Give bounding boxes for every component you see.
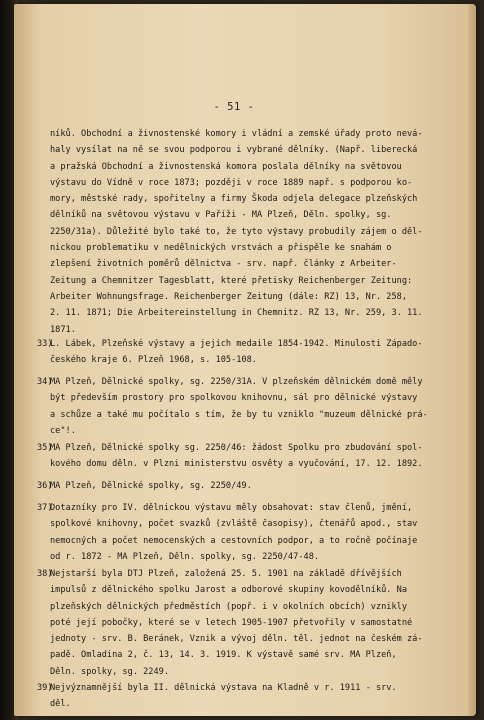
page-number: - 51 - [213, 101, 255, 113]
footnote-37 [37, 500, 467, 565]
body-line: 1871. [50, 324, 76, 335]
footnote-number: 38) [37, 569, 53, 579]
body-line: níků. Obchodní a živnostenské komory i vládní a zemské úřady proto nevá- [50, 129, 423, 139]
body-line: 2. 11. 1871; Die Arbeitereinstellung in Chemnitz. RZ 13, Nr. 259, 3. 11. [50, 308, 423, 319]
body-line: nickou problematiku v nedělnických vrstvách a přispěle ke snahám o [50, 243, 392, 254]
footnote-line: ce"!. [50, 425, 76, 436]
footnote-line: poté její pobočky, které se v letech 1905-1907 přetvořily v samostatné [50, 617, 413, 628]
footnote-number: 36) [37, 481, 53, 491]
footnote-line: L. Lábek, Plzeňské výstavy a jejich medaile 1854-1942. Minulosti Západo- [50, 339, 423, 349]
body-line: Arbeiter Wohnungsfrage. Reichenberger Zeitung (dále: RZ) 13, Nr. 258, [50, 291, 407, 302]
footnote-line: českého kraje 6. Plzeň 1968, s. 105-108. [50, 355, 257, 366]
footnote-number: 37) [37, 503, 53, 513]
book-page [14, 4, 476, 716]
footnote-number: 39) [37, 683, 53, 693]
footnote-line: kového domu děln. v Plzni ministerstvu osvěty a vyučování, 17. 12. 1892. [50, 459, 423, 470]
footnote-line: Nejstarší byla DTJ Plzeň, založená 25. 5. 1901 na základě dřívějších [50, 569, 402, 579]
footnote-number: 35) [37, 443, 53, 453]
footnote-line: MA Plzeň, Dělnické spolky, sg. 2250/49. [50, 481, 252, 491]
page-edge [468, 4, 476, 716]
footnote-line: nemocných a počet nemocenských a cestovních podpor, a to ročně počínaje [50, 535, 418, 546]
footnote-34 [37, 374, 467, 439]
footnote-line: Nejvýznamnější byla II. dělnická výstava na Kladně v r. 1911 - srv. [50, 683, 397, 693]
footnote-line: spolkové knihovny, počet svazků (zvláště časopisy), čtenářů apod., stav [50, 519, 418, 530]
body-paragraph [50, 126, 454, 338]
body-line: a pražská Obchodní a živnostenská komora poslala dělníky na světovou [50, 161, 402, 172]
footnote-line: padě. Omladina 2, č. 13, 14. 3. 1919. K výstavě samé srv. MA Plzeň, [50, 650, 397, 661]
body-line: výstavu do Vídně v roce 1873; později v roce 1889 např. s podporou ko- [50, 177, 413, 188]
footnote-36 [37, 478, 467, 494]
footnote-line: a schůze a také mu počítalo s tím, že by tu vzniklo "muzeum dělnické prá- [50, 409, 428, 420]
footnote-number: 34) [37, 377, 53, 387]
body-line: Zeitung a Chemnitzer Tagesblatt, které přetisky Reichenberger Zeitung: [50, 275, 413, 286]
footnote-line: impulsů z dělnického spolku Jarost a odborové skupiny kovodělníků. Na [50, 585, 407, 596]
footnote-line: Dotazníky pro IV. dělnickou výstavu měly obsahovat: stav členů, jmění, [50, 503, 413, 513]
footnote-35 [37, 440, 467, 473]
footnote-line: být především prostory pro spolkovou knihovnu, sál pro dělnické výstavy [50, 393, 418, 404]
footnote-line: od r. 1872 - MA Plzeň, Děln. spolky, sg. 2250/47-48. [50, 551, 320, 562]
footnote-line: plzeňských dělnických předměstích (popř. i v okolních obcích) vznikly [50, 601, 407, 612]
footnote-line: děl. [50, 699, 71, 710]
body-line: 2250/31a). Důležité bylo také to, že tyto výstavy probudily zájem o děl- [50, 226, 423, 237]
body-line: haly vysílat na ně se svou podporou i vybrané dělníky. (Např. liberecká [50, 145, 418, 156]
footnote-33 [37, 336, 467, 369]
footnote-39 [37, 680, 467, 713]
footnote-38 [37, 566, 467, 680]
footnote-line: MA Plzeň, Dělnické spolky, sg. 2250/31A. V plzeňském dělnickém domě měly [50, 377, 423, 387]
body-line: zlepšení životních poměrů dělnictva - srv. např. články z Arbeiter- [50, 259, 397, 270]
body-line: dělníků na světovou výstavu v Paříži - MA Plzeň, Děln. spolky, sg. [50, 210, 392, 221]
body-line: mory, městské rady, spořitelny a firmy Škoda odjela delegace plzeňských [50, 194, 418, 205]
footnote-number: 33) [37, 339, 53, 349]
footnote-line: Děln. spolky, sg. 2249. [50, 666, 169, 677]
footnote-line: MA Plzeň, Dělnické spolky sg. 2250/46: žádost Spolku pro zbudování spol- [50, 443, 423, 453]
footnote-line: jednoty - srv. B. Beránek, Vznik a vývoj děln. těl. jednot na českém zá- [50, 634, 423, 645]
